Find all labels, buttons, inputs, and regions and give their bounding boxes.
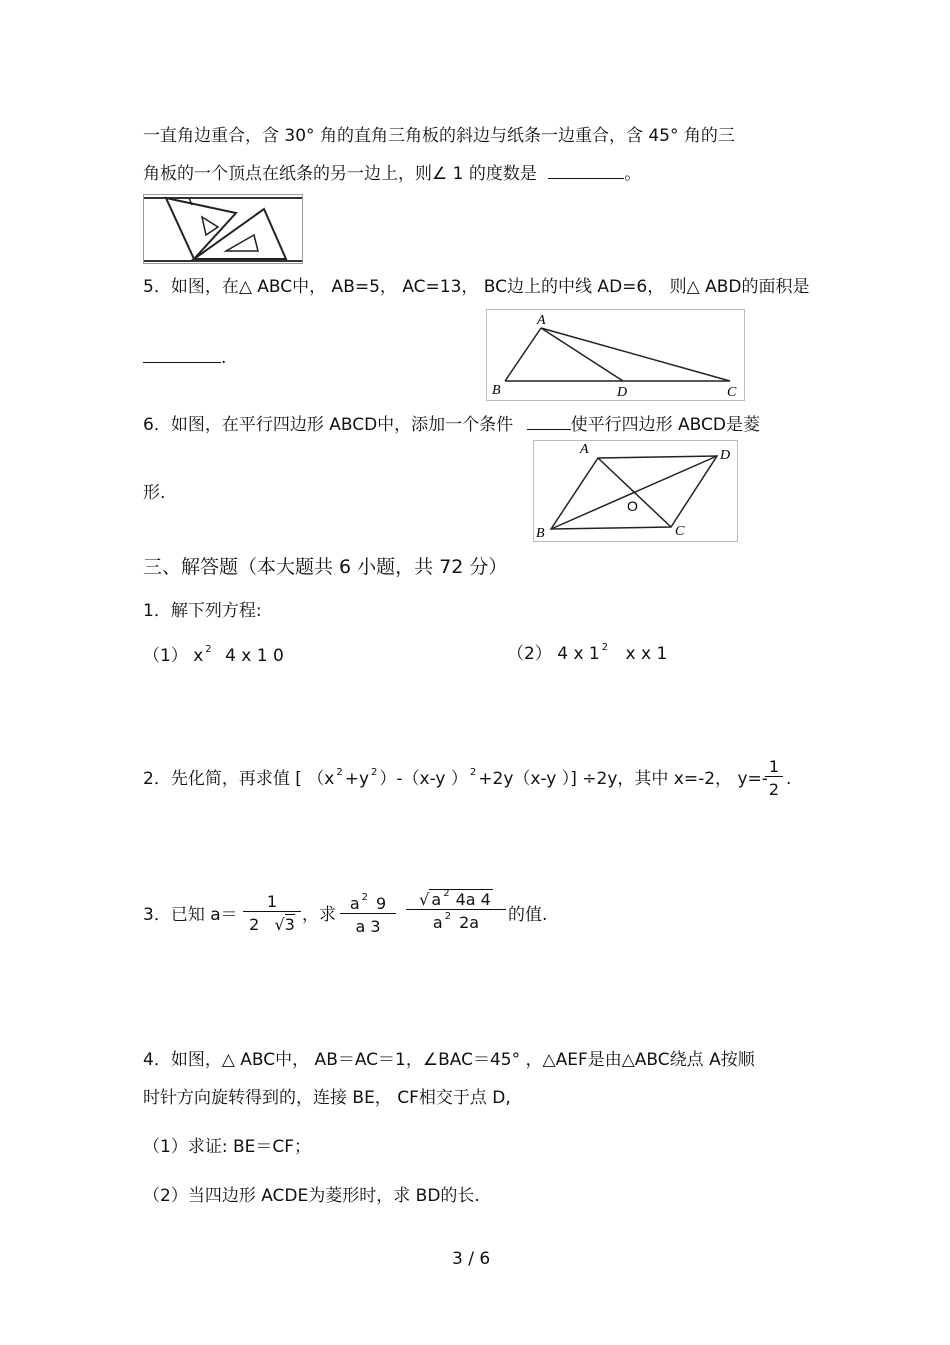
sqrt-icon: √ xyxy=(419,890,430,909)
label-c: C xyxy=(675,524,685,539)
p2-sup1: 2 xyxy=(336,767,343,778)
p3-a-fraction xyxy=(243,892,301,934)
label-a: A xyxy=(580,442,589,457)
label-d: D xyxy=(720,448,731,463)
p2-frac-num: 1 xyxy=(768,757,780,776)
answer-blank[interactable] xyxy=(143,346,221,363)
p4-line2: 时针方向旋转得到的，连接 BE， CF相交于点 D, xyxy=(143,1088,511,1108)
p4-line1: 4．如图，△ ABC中， AB＝AC＝1，∠BAC＝45° ，△AEF是由△ABC绕点 A按顺 xyxy=(143,1050,755,1070)
p2-mid2: ）-（x-y ） xyxy=(379,769,468,789)
label-a: A xyxy=(537,313,546,328)
segment-ac xyxy=(541,328,730,381)
label-d: D xyxy=(617,385,628,400)
p3-a-den-sqrt: 3 xyxy=(284,915,295,934)
p3-f2-num xyxy=(406,890,506,909)
p3-f2-num-sup: 2 xyxy=(443,888,450,899)
answer-blank[interactable] xyxy=(527,413,571,430)
p3-f1-num-rest: 9 xyxy=(376,894,387,913)
q4-end: 。 xyxy=(624,164,642,184)
p3-f2-num-a: a xyxy=(431,890,442,909)
label-c: C xyxy=(727,385,737,400)
p3-prefix: 3．已知 a＝ xyxy=(143,905,238,925)
p2-sup2: 2 xyxy=(371,767,378,778)
p2-mid3: +2y（x-y ）] ÷2y，其中 x=-2， y=- xyxy=(478,769,768,789)
q5-answer-line xyxy=(143,346,226,369)
p1-eq1-a: （1） x xyxy=(143,646,204,666)
page-number: 3 / 6 xyxy=(452,1249,491,1269)
triangle-inner-hole xyxy=(202,217,218,235)
segment-ad xyxy=(541,328,623,381)
p4-part2: （2）当四边形 ACDE为菱形时，求 BD的长. xyxy=(143,1186,480,1206)
p3-a-den xyxy=(243,911,301,934)
p2-end: . xyxy=(786,769,792,789)
label-b: B xyxy=(536,526,545,541)
q6-text-b: 使平行四边形 ABCD是菱 xyxy=(570,415,760,435)
p3-f1-num-a: a xyxy=(349,894,360,913)
q6-text-a: 6．如图，在平行四边形 ABCD中，添加一个条件 xyxy=(143,415,514,435)
p3-f2-den xyxy=(406,909,506,932)
p1-eq2 xyxy=(507,643,667,668)
section-3-heading: 三、解答题（本大题共 6 小题，共 72 分） xyxy=(143,556,508,578)
parallelogram-abcd-figure xyxy=(533,440,738,542)
30-degree-triangle xyxy=(166,198,236,259)
p4-part1: （1）求证: BE＝CF； xyxy=(143,1137,311,1157)
p1-title: 1．解下列方程: xyxy=(143,601,262,621)
p2-sup3: 2 xyxy=(469,767,477,778)
p2-frac-den: 2 xyxy=(765,776,783,799)
p3-f1-den: a 3 xyxy=(340,913,396,936)
segment-ab xyxy=(505,328,541,381)
label-b: B xyxy=(492,383,501,398)
p2-mid1: +y xyxy=(344,769,370,789)
q6-line1 xyxy=(143,413,760,436)
p3-a-den-2: 2 xyxy=(249,915,260,934)
triangle-abd-figure xyxy=(486,309,745,401)
p2-text xyxy=(143,768,768,793)
p1-eq1-sup: 2 xyxy=(205,644,212,655)
p3-f2-radicand xyxy=(429,889,492,909)
p1-eq2-sup: 2 xyxy=(601,642,609,653)
label-o: O xyxy=(627,498,638,514)
p3-mid: ，求 xyxy=(302,905,336,925)
p3-f2-den-a: a xyxy=(432,913,443,932)
p3-fraction2 xyxy=(406,890,506,932)
p1-eq1 xyxy=(143,645,284,670)
q4-line2-text: 角板的一个顶点在纸条的另一边上，则∠ 1 的度数是 xyxy=(143,164,537,184)
triangle-inner-hole-2 xyxy=(226,235,258,251)
p2-a: 2．先化简，再求值 [ （x xyxy=(143,769,335,789)
p2-fraction xyxy=(765,757,783,799)
p1-eq2-b: x x 1 xyxy=(625,644,668,664)
q6-line2: 形. xyxy=(143,483,166,503)
p3-suffix: 的值. xyxy=(508,905,548,925)
triangle-rulers-figure xyxy=(143,194,303,264)
sqrt-icon: √ xyxy=(274,915,285,934)
p3-f1-num-sup: 2 xyxy=(361,892,368,903)
p3-f2-num-rest: 4a 4 xyxy=(455,890,491,909)
q5-text: 5．如图，在△ ABC中， AB=5， AC=13， BC边上的中线 AD=6， 则△ ABD的面积是 xyxy=(143,277,810,297)
p1-eq1-b: 4 x 1 0 xyxy=(225,646,284,666)
p3-a-num: 1 xyxy=(266,892,278,911)
p3-f2-den-sup: 2 xyxy=(444,911,452,922)
answer-blank[interactable] xyxy=(548,162,624,179)
p3-f2-den-rest: 2a xyxy=(459,913,480,932)
p3-f1-num xyxy=(340,894,396,913)
q5-end: . xyxy=(221,348,227,368)
q4-line2 xyxy=(143,162,641,185)
p3-fraction1 xyxy=(340,894,396,936)
q4-line1: 一直角边重合，含 30° 角的直角三角板的斜边与纸条一边重合，含 45° 角的三 xyxy=(143,126,735,146)
p1-eq2-a: （2） 4 x 1 xyxy=(507,644,600,664)
